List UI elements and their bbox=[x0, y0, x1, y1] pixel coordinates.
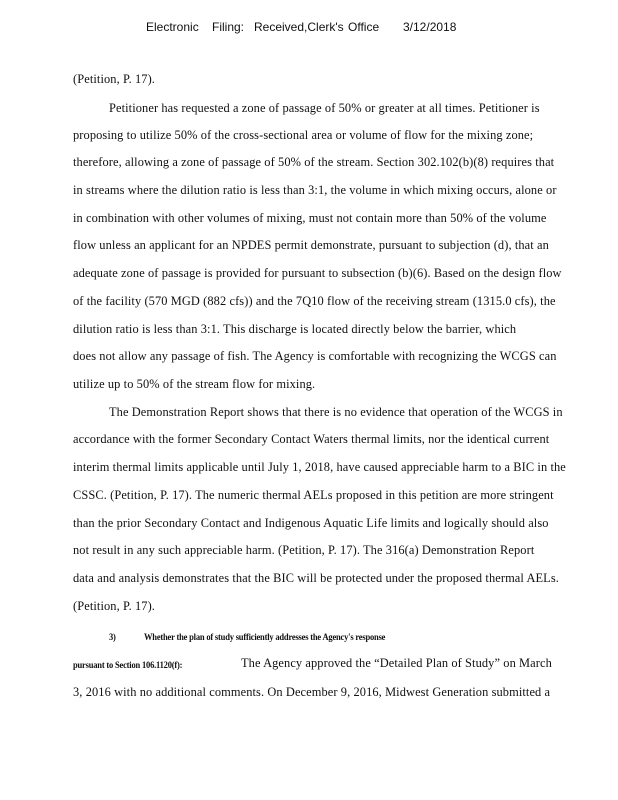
body-line: not result in any such appreciable harm. (Petition, P. 17). The 316(a) Demonstration Report bbox=[73, 543, 535, 557]
body-line: therefore, allowing a zone of passage of 50% of the stream. Section 302.102(b)(8) requires that bbox=[73, 155, 555, 169]
subheading-title-continued: pursuant to Section 106.1120(f): bbox=[73, 659, 183, 671]
body-line: does not allow any passage of fish. The Agency is comfortable with recognizing the WCGS can bbox=[73, 349, 557, 363]
body-line: accordance with the former Secondary Contact Waters thermal limits, nor the identical current bbox=[73, 432, 550, 446]
body-line: utilize up to 50% of the stream flow for mixing. bbox=[73, 377, 316, 391]
paragraph-2-first-line: The Demonstration Report shows that there is no evidence that operation of the WCGS in bbox=[109, 405, 563, 419]
paragraph-1-first-line: Petitioner has requested a zone of passage of 50% or greater at all times. Petitioner is bbox=[109, 101, 540, 115]
body-line: interim thermal limits applicable until July 1, 2018, have caused appreciable harm to a BIC in the bbox=[73, 460, 566, 474]
body-line: adequate zone of passage is provided for pursuant to subsection (b)(6). Based on the design flow bbox=[73, 266, 562, 280]
body-line: dilution ratio is less than 3:1. This discharge is located directly below the barrier, which bbox=[73, 322, 517, 336]
header-word-office: Office bbox=[348, 20, 380, 34]
header-word-received: Received,Clerk's bbox=[254, 20, 344, 34]
header-word-electronic: Electronic bbox=[146, 20, 199, 34]
body-line: in combination with other volumes of mixing, must not contain more than 50% of the volume bbox=[73, 211, 547, 225]
header-word-filing: Filing: bbox=[212, 20, 245, 34]
body-line: flow unless an applicant for an NPDES permit demonstrate, pursuant to subjection (d), that an bbox=[73, 238, 549, 252]
body-line: 3, 2016 with no additional comments. On December 9, 2016, Midwest Generation submitted a bbox=[73, 685, 551, 699]
body-line: than the prior Secondary Contact and Indigenous Aquatic Life limits and logically should also bbox=[73, 516, 549, 530]
subheading-number: 3) bbox=[109, 631, 116, 643]
body-line: proposing to utilize 50% of the cross-sectional area or volume of flow for the mixing zone; bbox=[73, 128, 534, 142]
body-line: (Petition, P. 17). bbox=[73, 599, 155, 613]
body-line: in streams where the dilution ratio is less than 3:1, the volume in which mixing occurs, alone or bbox=[73, 183, 557, 197]
header-date: 3/12/2018 bbox=[403, 20, 457, 34]
body-line: of the facility (570 MGD (882 cfs)) and the 7Q10 flow of the receiving stream (1315.0 cfs), the bbox=[73, 294, 556, 308]
subheading-title: Whether the plan of study sufficiently addresses the Agency's response bbox=[144, 631, 386, 643]
body-line: data and analysis demonstrates that the BIC will be protected under the proposed thermal AELs. bbox=[73, 571, 559, 585]
body-line: CSSC. (Petition, P. 17). The numeric thermal AELs proposed in this petition are more stringent bbox=[73, 488, 554, 502]
body-line: (Petition, P. 17). bbox=[73, 72, 155, 86]
body-line: The Agency approved the “Detailed Plan of Study” on March bbox=[241, 656, 552, 670]
